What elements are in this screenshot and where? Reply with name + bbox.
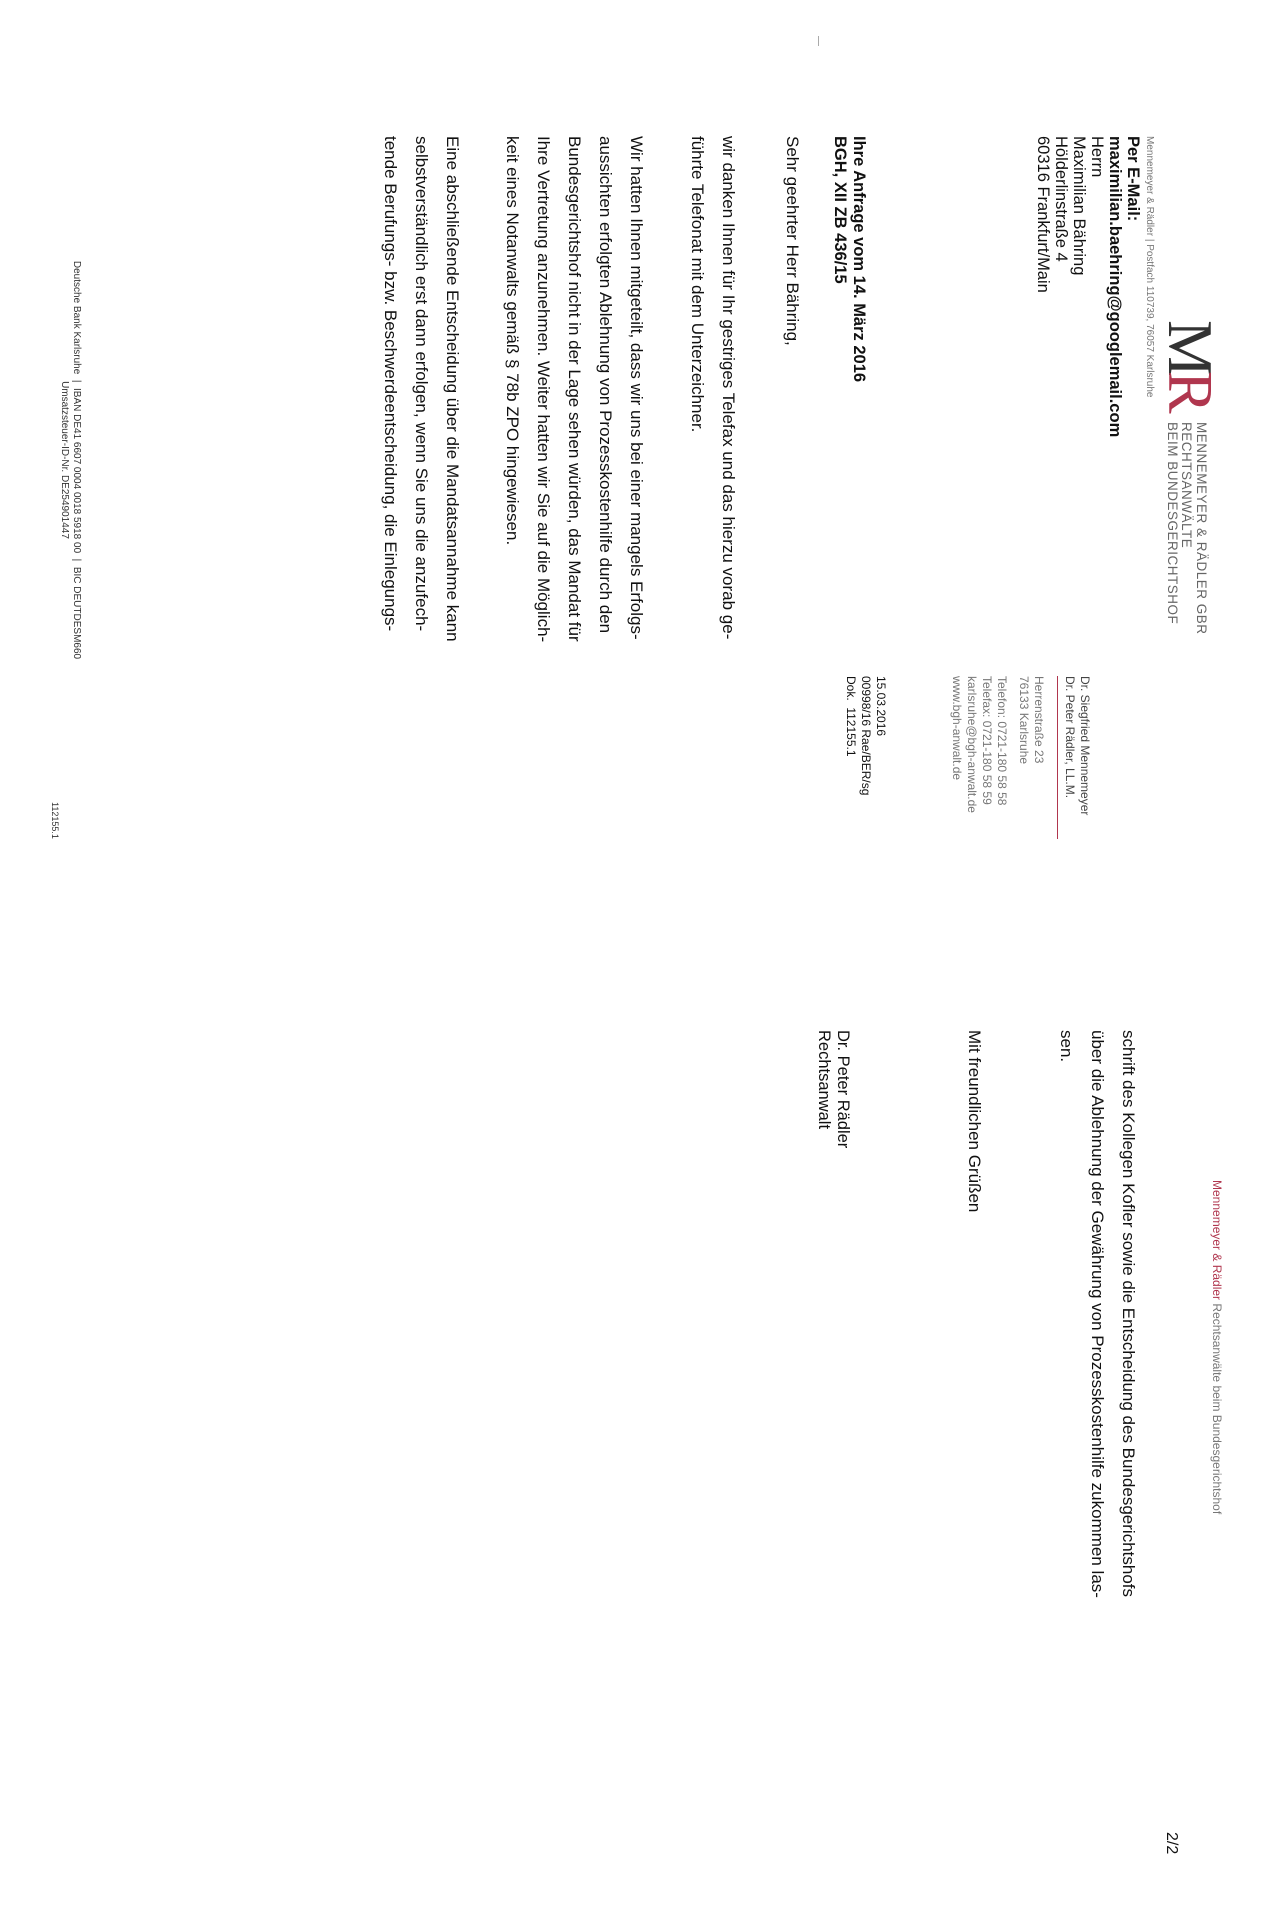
page-number: 2/2 (1163, 1832, 1180, 1855)
page-header (1209, 1180, 1224, 1514)
contact-spacer (1009, 676, 1016, 846)
paragraph-line: führte Telefonat mit dem Unterzeichner. (688, 136, 707, 433)
letter-closing: Mit freundlichen Grüßen (965, 1030, 984, 1213)
firm-court: BEIM BUNDESGERICHTSHOF (1165, 422, 1180, 625)
subject-line: Ihre Anfrage vom 14. März 2016 (850, 136, 868, 383)
partner-divider (1057, 676, 1058, 839)
paragraph-line: selbstverständlich erst dann erfolgen, wenn Sie uns die anzufech- (412, 136, 431, 632)
logo-mark-m: M (1155, 320, 1226, 371)
recipient-salutation: Herrn (1088, 136, 1106, 178)
paragraph-line: über die Ablehnung der Gewährung von Prozesskostenhilfe zukommen las- (1088, 1030, 1107, 1598)
letter-paragraph (375, 136, 468, 642)
document-number: Dok. 112155.1 (844, 676, 858, 757)
letter-signature (814, 1030, 852, 1148)
letter-page-1 (0, 0, 1280, 905)
partner-name: Dr. Peter Rädler, LL.M. (1063, 676, 1077, 799)
letter-greeting: Sehr geehrter Herr Bähring, (783, 136, 802, 346)
letter-paragraph (497, 136, 652, 643)
firm-logo (1152, 320, 1226, 410)
paragraph-line: tende Berufungs- bzw. Beschwerdeentscheidung, die Einlegungs- (381, 136, 400, 632)
paragraph-line: Eine abschließende Entscheidung über die Mandatsannahme kann (443, 136, 462, 642)
contact-website: www.bgh-anwalt.de (950, 676, 964, 781)
contact-street: Herrenstraße 23 (1032, 676, 1046, 764)
paragraph-line: schrift des Kollegen Kofler sowie die Entscheidung des Bundesgerichtshofs (1119, 1030, 1138, 1598)
header-firm-rest: Rechtsanwälte beim Bundesgerichtshof (1210, 1300, 1224, 1515)
top-fold-mark (818, 36, 819, 46)
letter-subject (830, 136, 868, 382)
paragraph-line: keit eines Notanwalts gemäß § 78b ZPO hingewiesen. (503, 136, 522, 546)
letter-date: 15.03.2016 (874, 676, 888, 737)
recipient-name: Maximilian Bähring (1070, 136, 1088, 276)
bank-footer (58, 240, 82, 680)
letter-reference: 00998/16 Rae/BER/sg (859, 676, 873, 796)
recipient-email: maximilian.baehring@googlemail.com (1106, 136, 1124, 438)
letter-page-2 (0, 1010, 1280, 1915)
signatory-title: Rechtsanwalt (815, 1030, 833, 1130)
per-email-label: Per E-Mail: (1124, 136, 1142, 222)
recipient-city: 60316 Frankfurt/Main (1034, 136, 1052, 293)
partner-name: Dr. Siegfried Mennemeyer (1078, 676, 1092, 816)
contact-phone: Telefon: 0721-180 58 58 (995, 676, 1009, 806)
letter-paragraph (682, 136, 744, 640)
header-firm-accent: Mennemeyer & Rädler (1210, 1180, 1224, 1301)
bank-details: Deutsche Bank Karlsruhe | IBAN DE41 6607 0004 0018 5918 00 | BIC DEUTDESM660 (71, 260, 82, 660)
paragraph-line: Ihre Vertretung anzunehmen. Weiter hatten wir Sie auf die Möglich- (534, 136, 553, 643)
letter-paragraph (1051, 1030, 1144, 1645)
sender-return-line: Mennemeyer & Rädler | Postfach 110739, 76057 Karlsruhe (1144, 136, 1155, 398)
paragraph-line: wir danken Ihnen für Ihr gestriges Telefax und das hierzu vorab ge- (719, 136, 738, 640)
paragraph-line: aussichten erfolgten Ablehnung von Prozesskostenhilfe durch den (596, 136, 615, 634)
recipient-street: Hölderlinstraße 4 (1052, 136, 1070, 262)
partner-list (1062, 676, 1092, 836)
vat-id: Umsatzsteuer-ID-Nr. DE254901447 (59, 381, 70, 539)
firm-subtitle: RECHTSANWÄLTE (1179, 422, 1195, 549)
footer-doc-number: 112155.1 (50, 802, 60, 839)
paragraph-line: Bundesgerichtshof nicht in der Lage sehen würden, das Mandat für (565, 136, 584, 642)
contact-fax: Telefax: 0721-180 58 59 (980, 676, 994, 805)
paragraph-line: Wir hatten Ihnen mitgeteilt, dass wir uns bei einer mangels Erfolgs- (627, 136, 646, 640)
letter-meta (843, 676, 888, 846)
logo-mark-r: R (1155, 370, 1226, 408)
paragraph-line: sen. (1057, 1030, 1076, 1063)
firm-contact (949, 676, 1046, 846)
firm-name: MENNEMEYER & RÄDLER GBR (1194, 422, 1209, 635)
subject-line: BGH, XII ZB 436/15 (831, 136, 849, 284)
signatory-name: Dr. Peter Rädler (834, 1030, 852, 1149)
contact-city: 76133 Karlsruhe (1017, 676, 1031, 765)
contact-email: karlsruhe@bgh-anwalt.de (965, 676, 979, 813)
recipient-address (1034, 136, 1142, 437)
firm-name-block (1165, 422, 1209, 635)
